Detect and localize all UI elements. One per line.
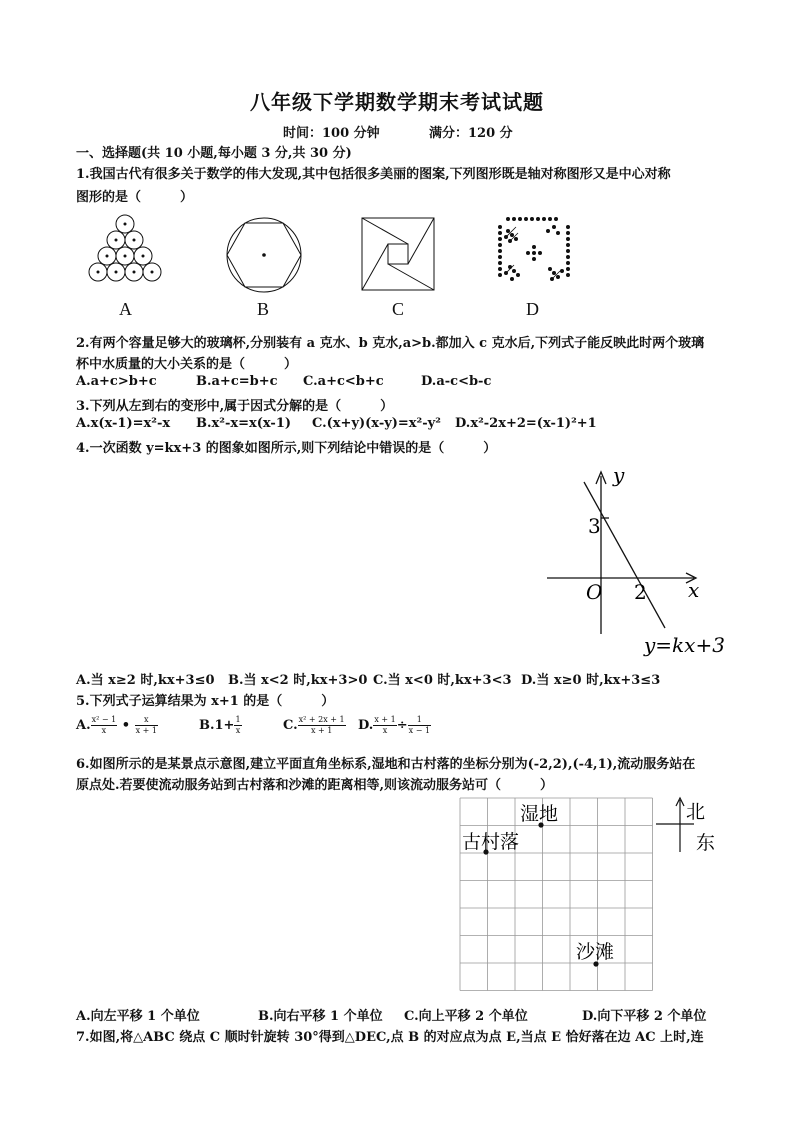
q5-option-d: D. $\frac{x + 1}{x}$ ÷ $\frac{1}{x - 1}$	[358, 715, 431, 735]
q1-label-c: C	[392, 299, 405, 319]
q3-option-c: C.(x+y)(x-y)=x²-y²	[312, 416, 441, 431]
q4-option-c: C.当 x<0 时,kx+3<3	[373, 673, 512, 688]
q5-stem: 5.下列式子运算结果为 x+1 的是（ ）	[76, 694, 335, 709]
q4-option-a: A.当 x≥2 时,kx+3≤0	[76, 673, 215, 688]
q6-map	[456, 794, 736, 1002]
q2-stem-line2: 杯中水质量的大小关系的是（ ）	[76, 357, 298, 372]
q4-stem: 4.一次函数 y=kx+3 的图象如图所示,则下列结论中错误的是（ ）	[76, 441, 497, 456]
q3-option-d: D.x²-2x+2=(x-1)²+1	[455, 416, 597, 431]
graph-y-intercept-label: 3	[588, 514, 601, 538]
q2-option-b: B.a+c=b+c	[196, 374, 278, 389]
q6-stem-line2: 原点处.若要使流动服务站到古村落和沙滩的距离相等,则该流动服务站可（ ）	[76, 778, 554, 793]
q2-option-d: D.a-c<b-c	[421, 374, 492, 389]
q6-option-a: A.向左平移 1 个单位	[76, 1009, 200, 1024]
q1-label-b: B	[257, 299, 270, 319]
map-beach-label: 沙滩	[576, 941, 615, 963]
q2-option-a: A.a+c>b+c	[76, 374, 157, 389]
graph-x-axis-label: x	[688, 578, 700, 602]
q3-option-b: B.x²-x=x(x-1)	[196, 416, 292, 431]
q5-option-b: B.1+ $\frac{1}{x}$	[199, 715, 241, 735]
page-title: 八年级下学期数学期末考试试题	[250, 90, 544, 114]
q1-figure-c	[361, 217, 435, 291]
q6-option-d: D.向下平移 2 个单位	[582, 1009, 707, 1024]
q5-option-a: A. $\frac{\text{x² − 1}}{x}$ • $\frac{x}{x + 1}$	[76, 715, 157, 735]
q1-stem-line2: 图形的是（ ）	[76, 190, 194, 205]
q4-graph	[540, 458, 730, 663]
graph-origin-label: O	[586, 580, 603, 604]
compass-north-label: 北	[686, 801, 706, 823]
q1-label-a: A	[119, 299, 132, 319]
q1-figure-b	[224, 215, 304, 295]
q3-stem: 3.下列从左到右的变形中,属于因式分解的是（ ）	[76, 399, 394, 414]
q1-figure-d	[492, 213, 576, 293]
full-score: 满分：120 分	[429, 126, 513, 141]
graph-equation-label: y=kx+3	[644, 633, 725, 657]
map-village-label: 古村落	[462, 831, 520, 853]
q3-option-a: A.x(x-1)=x²-x	[76, 416, 171, 431]
compass-east-label: 东	[696, 832, 716, 854]
q1-stem-line1: 1.我国古代有很多关于数学的伟大发现,其中包括很多美丽的图案,下列图形既是轴对称图形又是中心对称	[76, 167, 671, 182]
q5-option-c: C. $\frac{\text{x² + 2x + 1}}{x + 1}$	[283, 715, 345, 735]
exam-time: 时间：100 分钟	[283, 126, 380, 141]
graph-y-axis-label: y	[613, 463, 625, 487]
graph-x-intercept-label: 2	[634, 580, 647, 604]
q7-stem-line1: 7.如图,将△ABC 绕点 C 顺时针旋转 30°得到△DEC,点 B 的对应点为点 E,当点 E 恰好落在边 AC 上时,连	[76, 1030, 704, 1045]
map-wetland-label: 湿地	[520, 803, 559, 825]
q4-option-d: D.当 x≥0 时,kx+3≤3	[521, 673, 661, 688]
q1-label-d: D	[526, 299, 539, 319]
section-heading: 一、选择题(共 10 小题,每小题 3 分,共 30 分)	[76, 146, 352, 161]
q1-figure-a	[80, 212, 170, 292]
q4-option-b: B.当 x<2 时,kx+3>0	[228, 673, 368, 688]
q6-option-c: C.向上平移 2 个单位	[404, 1009, 528, 1024]
q6-option-b: B.向右平移 1 个单位	[258, 1009, 383, 1024]
q6-stem-line1: 6.如图所示的是某景点示意图,建立平面直角坐标系,湿地和古村落的坐标分别为(-2,2),(-4,1),流动服务站在	[76, 757, 696, 772]
q2-option-c: C.a+c<b+c	[303, 374, 384, 389]
q2-stem-line1: 2.有两个容量足够大的玻璃杯,分别装有 a 克水、b 克水,a>b.都加入 c 克水后,下列式子能反映此时两个玻璃	[76, 336, 705, 351]
